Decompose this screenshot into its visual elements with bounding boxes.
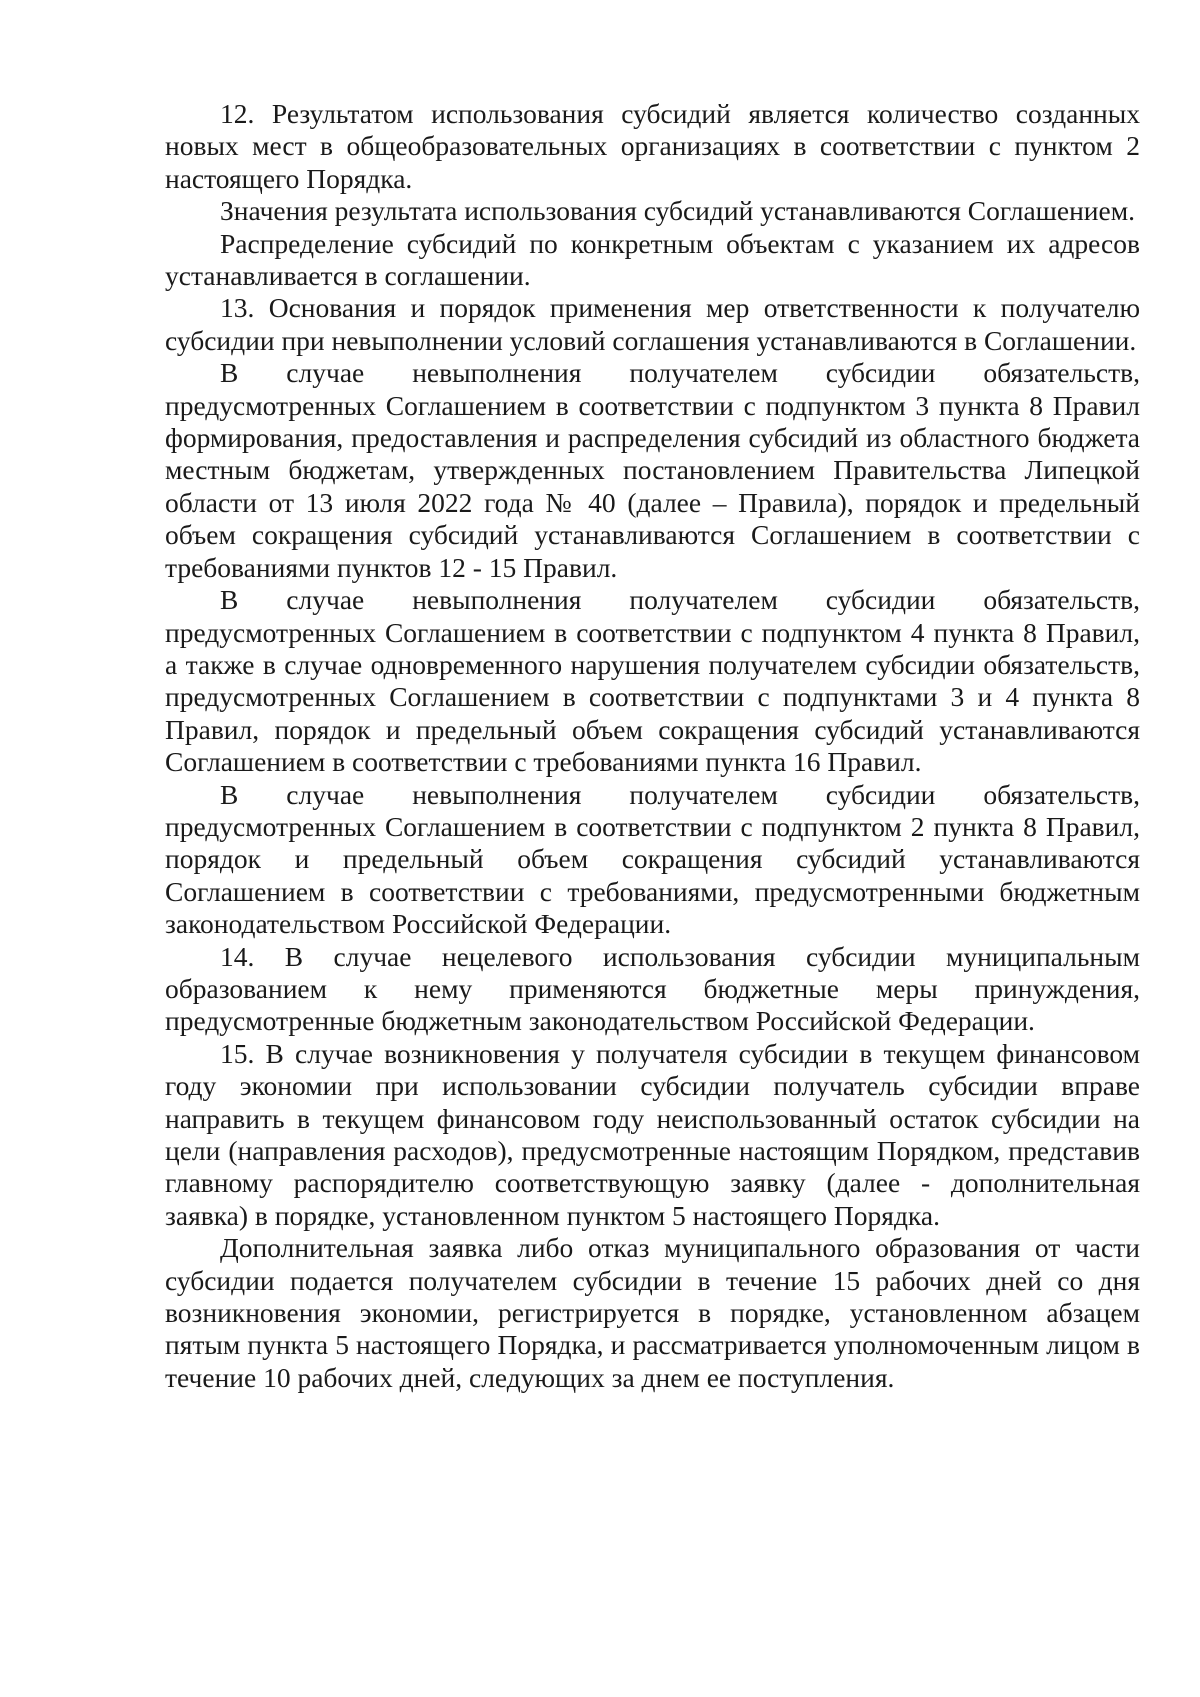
paragraph-15: 15. В случае возникновения у получателя субсидии в текущем финансовом году экономии при использовании субсидии получатель субсидии вправе направить в текущем финансовом году неиспользованный остаток субсидии на цели (направления расходов), предусмотренные настоящим Порядком, представив главному распорядителю соответствующую заявку (далее - дополнительная заявка) в порядке, установленном пунктом 5 настоящего Порядка. <box>165 1037 1140 1231</box>
paragraph-result-values: Значения результата использования субсидий устанавливаются Соглашением. <box>220 195 1135 227</box>
paragraph-12: 12. Результатом использования субсидий является количество созданных новых мест в общеобразовательных организациях в соответствии с пунктом 2 настоящего Порядка. <box>165 98 1140 194</box>
paragraph-additional-request: Дополнительная заявка либо отказ муниципального образования от части субсидии подается получателем субсидии в течение 15 рабочих дней со дня возникновения экономии, регистрируется в порядке, установленном абзацем пятым пункта 5 настоящего Порядка, и рассматривается уполномоченным лицом в течение 10 рабочих дней, следующих за днем ее поступления. <box>165 1232 1140 1393</box>
paragraph-case-subpoint-3: В случае невыполнения получателем субсидии обязательств, предусмотренных Соглашением в соответствии с подпунктом 3 пункта 8 Правил формирования, предоставления и распределения субсидий из областного бюджета местным бюджетам, утвержденных постановлением Правительства Липецкой области от 13 июля 2022 года № 40 (далее – Правила), порядок и предельный объем сокращения субсидий устанавливаются Соглашением в соответствии с требованиями пунктов 12 - 15 Правил. <box>165 357 1140 583</box>
document-page <box>165 98 1140 1394</box>
paragraph-case-subpoint-4: В случае невыполнения получателем субсидии обязательств, предусмотренных Соглашением в соответствии с подпунктом 4 пункта 8 Правил, а также в случае одновременного нарушения получателем субсидии обязательств, предусмотренных Соглашением в соответствии с подпунктами 3 и 4 пункта 8 Правил, порядок и предельный объем сокращения субсидий устанавливаются Соглашением в соответствии с требованиями пункта 16 Правил. <box>165 584 1140 778</box>
paragraph-distribution: Распределение субсидий по конкретным объектам с указанием их адресов устанавливается в соглашении. <box>165 227 1140 292</box>
paragraph-14: 14. В случае нецелевого использования субсидии муниципальным образованием к нему применяются бюджетные меры принуждения, предусмотренные бюджетным законодательством Российской Федерации. <box>165 940 1140 1037</box>
paragraph-13: 13. Основания и порядок применения мер ответственности к получателю субсидии при невыполнении условий соглашения устанавливаются в Соглашении. <box>165 292 1140 356</box>
paragraph-case-subpoint-2: В случае невыполнения получателем субсидии обязательств, предусмотренных Соглашением в соответствии с подпунктом 2 пункта 8 Правил, порядок и предельный объем сокращения субсидий устанавливаются Соглашением в соответствии с требованиями, предусмотренными бюджетным законодательством Российской Федерации. <box>165 778 1140 940</box>
